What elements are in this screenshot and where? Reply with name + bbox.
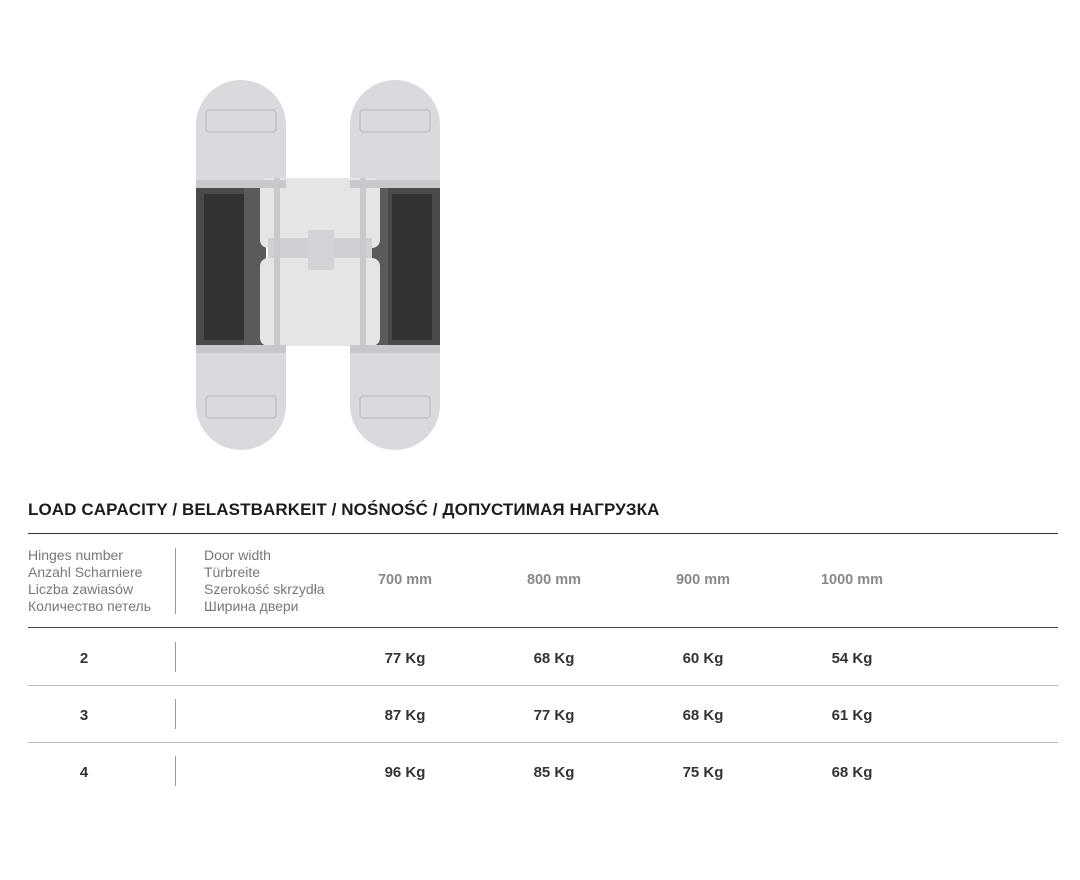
row-divider [175,642,176,672]
table-row [0,743,1080,799]
header-divider [175,548,176,614]
load-value: 61 Kg [831,707,873,724]
row-divider [175,699,176,729]
column-header: 700 mm [377,572,432,588]
table-row [0,686,1080,742]
load-value: 68 Kg [682,707,724,724]
load-value: 87 Kg [384,707,426,724]
load-value: 77 Kg [384,650,426,667]
load-value: 85 Kg [533,764,575,781]
page-title: LOAD CAPACITY / BELASTBARKEIT / NOŚNOŚĆ / ДОПУСТИМАЯ НАГРУЗКА [28,500,660,519]
column-header: 1000 mm [820,572,884,588]
load-value: 77 Kg [533,707,575,724]
load-value: 68 Kg [831,764,873,781]
column-header: 900 mm [675,572,730,588]
row-divider [175,756,176,786]
column-header: 800 mm [526,572,581,588]
load-value: 75 Kg [682,764,724,781]
hinge-image [190,70,460,460]
hinges-count: 2 [79,650,89,667]
load-value: 54 Kg [831,650,873,667]
load-value: 68 Kg [533,650,575,667]
hinges-count: 4 [79,764,89,781]
table-row [0,629,1080,685]
load-value: 96 Kg [384,764,426,781]
title-rule [28,533,1058,534]
hinges-count: 3 [79,707,89,724]
hinges-number-label: Hinges number Anzahl Scharniere Liczba zawiasów Количество петель [28,547,152,614]
load-value: 60 Kg [682,650,724,667]
header-rule [28,627,1058,628]
door-width-label: Door width Türbreite Szerokość skrzydła Ширина двери [204,547,325,614]
